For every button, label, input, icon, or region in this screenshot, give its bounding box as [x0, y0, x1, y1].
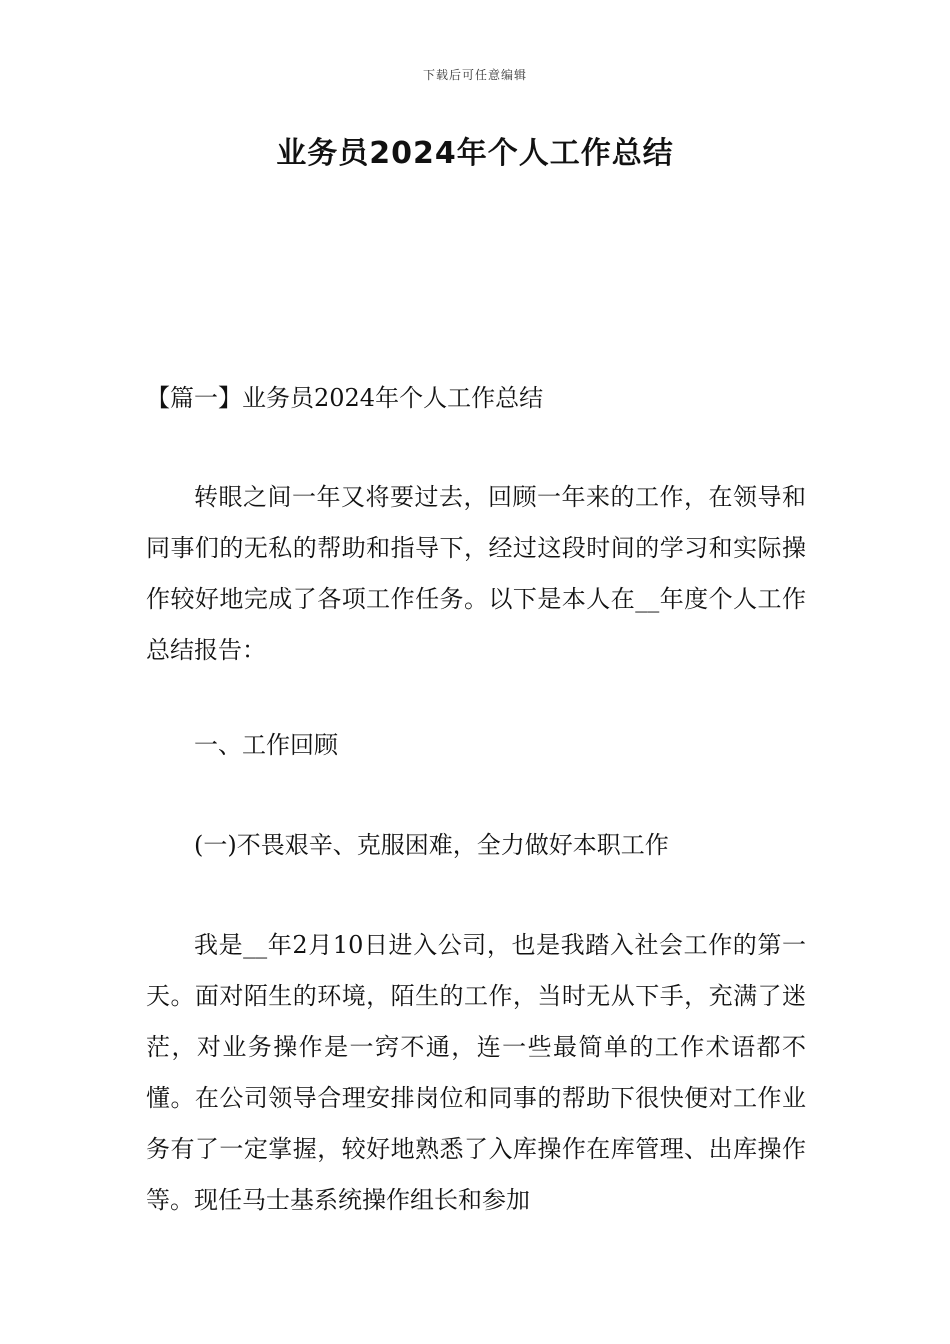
document-title: 业务员2024年个人工作总结	[276, 136, 674, 171]
paragraph-work-history: 我是__年2月10日进入公司，也是我踏入社会工作的第一天。面对陌生的环境，陌生的工作，当时无从下手，充满了迷茫，对业务操作是一窍不通，连一些最简单的工作术语都不懂。在公司领导合理安排岗位和同事的帮助下很快便对工作业务有了一定掌握，较好地熟悉了入库操作在库管理、出库操作等。现任马士基系统操作组长和参加	[146, 931, 806, 1214]
section-label: 【篇一】业务员2024年个人工作总结	[146, 384, 544, 412]
subheading-duty: (一)不畏艰辛、克服困难，全力做好本职工作	[194, 831, 669, 859]
paragraph-intro: 转眼之间一年又将要过去，回顾一年来的工作，在领导和同事们的无私的帮助和指导下，经过这段时间的学习和实际操作较好地完成了各项工作任务。以下是本人在__年度个人工作总结报告：	[146, 483, 806, 664]
heading-work-review: 一、工作回顾	[194, 731, 338, 759]
header-note: 下载后可任意编辑	[422, 68, 527, 82]
